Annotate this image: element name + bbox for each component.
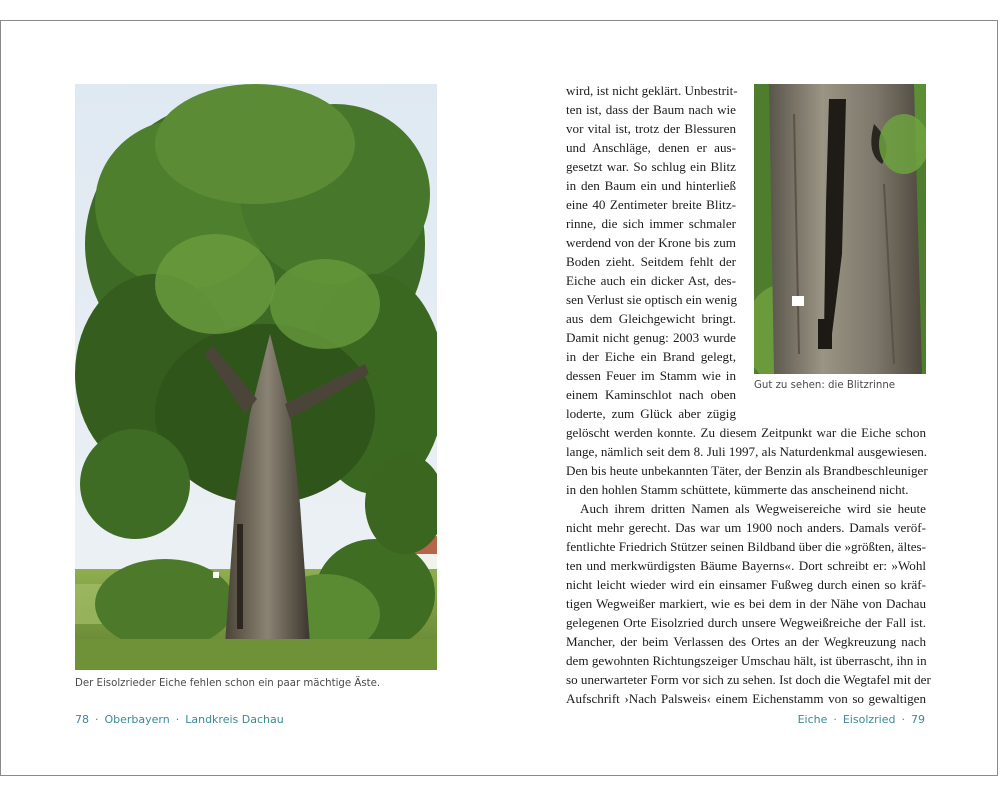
folio-region: Oberbayern: [104, 713, 170, 726]
trunk-closeup-illustration: [754, 84, 926, 374]
text-line: werdend von der Krone bis zum: [566, 235, 736, 250]
text-line: in den Baum ein und hinterließ: [566, 178, 736, 193]
folio-right: [798, 713, 925, 726]
oak-tree-photo: [75, 84, 437, 670]
photo-caption-left: Der Eisolzrieder Eiche fehlen schon ein paar mächtige Äste.: [75, 678, 381, 689]
text-line: rinne, die sich immer schmaler: [566, 216, 736, 231]
book-spread: [0, 20, 998, 776]
text-line: einem Kaminschlot nach oben: [566, 387, 736, 402]
folio-place: Eisolzried: [842, 713, 896, 726]
text-line: lange, nämlich seit dem 8. Juli 1997, als Naturdenkmal ausgewiesen.: [566, 444, 928, 459]
page-number-left: 78: [75, 713, 89, 726]
folio-separator: ·: [833, 713, 837, 726]
text-line: Auch ihrem dritten Namen als Wegweisereiche wird sie heute: [580, 501, 926, 516]
text-line: in den hohlen Stamm schüttete, kümmerte das anscheinend nicht.: [566, 482, 909, 497]
text-line: aus dem Gleichgewicht bringt.: [566, 311, 736, 326]
folio-district: Landkreis Dachau: [185, 713, 284, 726]
text-line: Aufschrift ›Nach Palsweis‹ einem Eichenstamm von so gewaltigen: [566, 691, 926, 706]
oak-tree-illustration: [75, 84, 437, 670]
text-line: gelegenen Orte Eisolzried durch unsere Wegweißreiche der Fall ist.: [566, 615, 926, 630]
folio-separator: ·: [175, 713, 180, 726]
text-line: tigen Wegweißer markiert, wie es bei dem in der Nähe von Dachau: [566, 596, 926, 611]
text-line: fentlichte Friedrich Stützer seinen Bildband über die »größten, ältes-: [566, 539, 926, 554]
text-line: dem gewohnten Richtungszeiger Umschau hält, ist überrascht, ihn in: [566, 653, 927, 668]
text-line: Eiche auch ein dicker Ast, des-: [566, 273, 736, 288]
photo-caption-right: Gut zu sehen: die Blitzrinne: [754, 380, 896, 391]
text-line: dessen Feuer im Stamm wie in: [566, 368, 736, 383]
text-line: so unerwarteter Form vor sich zu sehen. Ist doch die Wegtafel mit der: [566, 672, 931, 687]
text-line: wird, ist nicht geklärt. Unbestrit-: [566, 83, 738, 98]
text-line: und Anschläge, denen er aus-: [566, 140, 736, 155]
page-number-right: 79: [911, 713, 925, 726]
text-line: nicht mehr gerecht. Das war um 1900 noch anders. Damals veröf-: [566, 520, 926, 535]
lightning-scar-photo: [754, 84, 926, 374]
text-line: loderte, zum Glück aber zügig: [566, 406, 736, 421]
text-line: Mancher, der beim Verlassen des Ortes an der Wegkreuzung nach: [566, 634, 926, 649]
folio-separator: ·: [95, 713, 99, 726]
text-line: gesetzt war. So schlug ein Blitz: [566, 159, 736, 174]
text-line: Boden zieht. Seitdem fehlt der: [566, 254, 736, 269]
text-line: sen Verlust sie optisch ein wenig: [566, 292, 738, 307]
text-line: in der Eiche ein Brand gelegt,: [566, 349, 736, 364]
text-line: Damit nicht genug: 2003 wurde: [566, 330, 736, 345]
text-line: Den bis heute unbekannten Täter, der Benzin als Brandbeschleuniger: [566, 463, 928, 478]
folio-left: [75, 713, 284, 726]
folio-topic: Eiche: [797, 713, 828, 726]
text-line: nicht leicht wieder wird ein einsamer Fußweg durch einen so kräf-: [566, 577, 926, 592]
text-line: eine 40 Zentimeter breite Blitz-: [566, 197, 736, 212]
text-line: gelöscht werden konnte. Zu diesem Zeitpunkt war die Eiche schon: [566, 425, 926, 440]
text-line: ten ist, dass der Baum nach wie: [566, 102, 736, 117]
text-line: vor vital ist, trotz der Blessuren: [566, 121, 736, 136]
folio-separator: ·: [901, 713, 905, 726]
text-line: ten und merkwürdigsten Bäume Bayerns«. Dort schreibt er: »Wohl: [566, 558, 926, 573]
